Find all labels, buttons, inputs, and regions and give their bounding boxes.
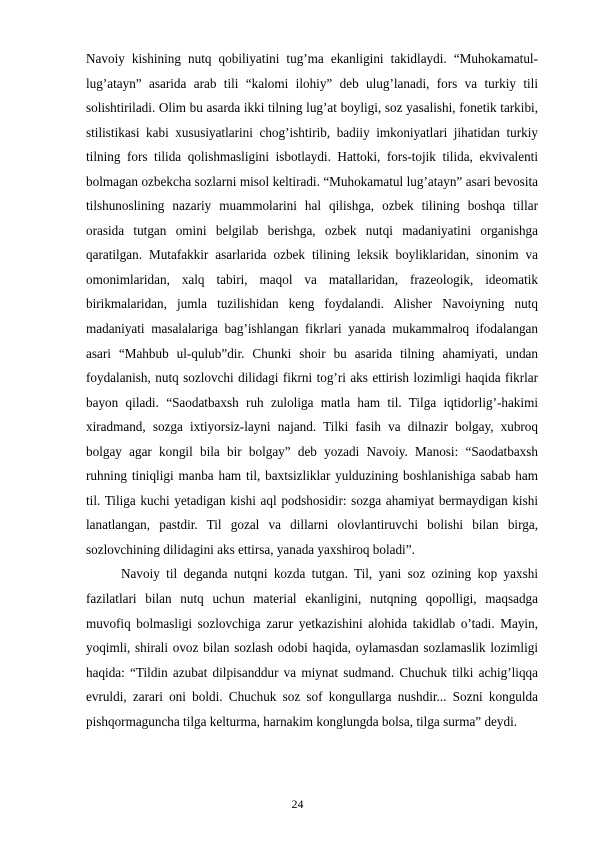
page-number: 24 xyxy=(291,797,304,811)
paragraph-navoiy-language-meaning: Navoiy til deganda nutqni kozda tutgan. Til, yani soz ozining kop yaxshi fazilatlari bilan nutq uchun material ekanligini, nutqning qopolligi, maqsadga muvofiq bolmasligi sozlovchiga zarur yetkazishini alohida takidlab o’tadi. Mayin, yoqimli, shirali ovoz bilan sozlash odobi haqida, oylamasdan sozlamaslik lozimligi haqida: “Tildin azubat dilpisanddur va miynat sudmand. Chuchuk tilki achig’liqqa evruldi, zarari oni boldi. Chuchuk soz sof kongullarga nushdir... Sozni kongulda pishqormaguncha tilga kelturma, harnakim konglungda bolsa, tilga surma” deydi. xyxy=(86,566,538,729)
document-page xyxy=(86,47,538,734)
paragraph-navoiy-speech-ability: Navoiy kishining nutq qobiliyatini tug’ma ekanligini takidlaydi. “Muhokamatul-lug’atayn” asarida arab tili “kalomi ilohiy” deb ulug’lanadi, fors va turkiy tili solishtiriladi. Olim bu asarda ikki tilning lug’at boyligi, soz yasalishi, fonetik tarkibi, stilistikasi kabi xususiyatlarini chog’ishtirib, badiiy imkoniyatlari jihatidan turkiy tilning fors tilida qolishmasligini isbotlaydi. Hattoki, fors-tojik tilida, ekvivalenti bolmagan ozbekcha sozlarni misol keltiradi. “Muhokamatul lug’atayn” asari bevosita tilshunoslining nazariy muammolarini hal qilishga, ozbek tilining boshqa tillar orasida tutgan omini belgilab berishga, ozbek nutqi madaniyatini organishga qaratilgan. Mutafakkir asarlarida ozbek tilining leksik boyliklaridan, sinonim va omonimlaridan, xalq tabiri, maqol va matallaridan, frazeologik, ideomatik birikmalaridan, jumla tuzilishidan keng foydalandi. Alisher Navoiyning nutq madaniyati masalalariga bag’ishlangan fikrlari yanada mukammalroq ifodalangan asari “Mahbub ul-qulub”dir. Chunki shoir bu asarida tilning ahamiyati, undan foydalanish, nutq sozlovchi dilidagi fikrni tog’ri aks ettirish lozimligi haqida fikrlar bayon qiladi. “Saodatbaxsh ruh zuloliga matla ham til. Tilga iqtidorlig’-hakimi xiradmand, sozga ixtiyorsiz-layni najand. Tilki fasih va dilnazir bolgay, xubroq bolgay agar kongil bila bir bolgay” deb yozadi Navoiy. Manosi: “Saodatbaxsh ruhning tiniqligi manba ham til, baxtsizliklar yulduzining boshlanishiga sabab ham til. Tiliga kuchi yetadigan kishi aql podshosidir: sozga ahamiyat bermaydigan kishi lanatlangan, pastdir. Til gozal va dillarni olovlantiruvchi bolishi bilan birga, sozlovchining dilidagini aks ettirsa, yanada yaxshiroq boladi”. xyxy=(86,51,538,557)
